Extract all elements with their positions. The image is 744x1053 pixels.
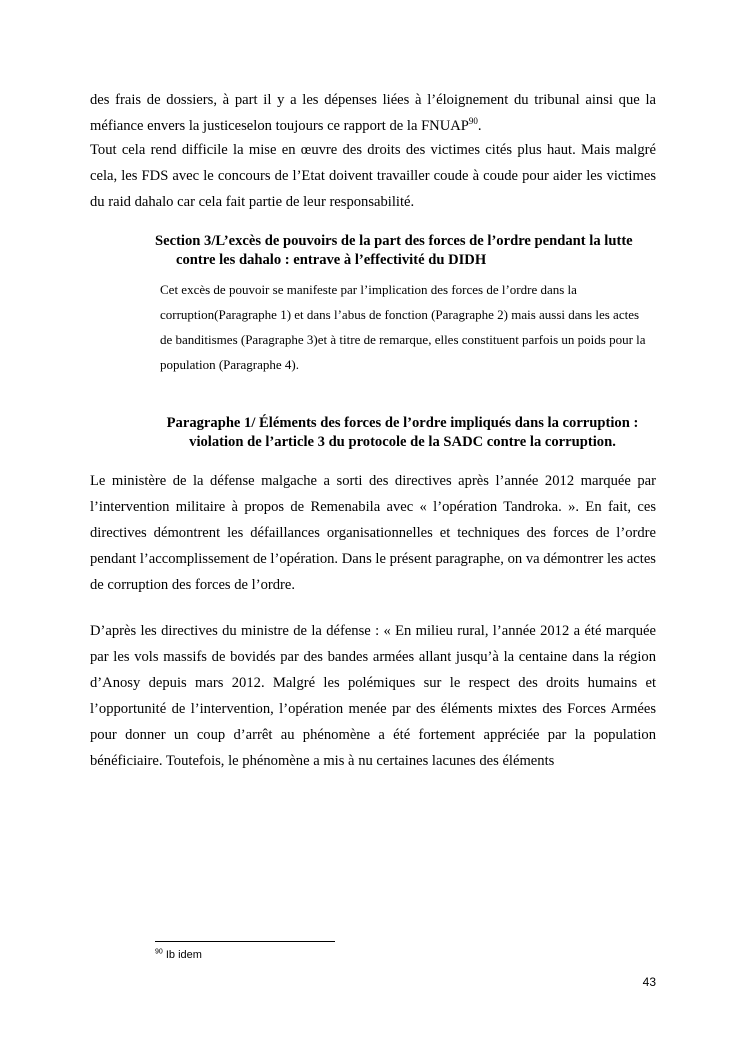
paragraph-end: . [477,118,482,134]
paragraph-frais-dossiers [90,87,656,139]
footnote-number: 90 [155,948,163,956]
paragraph-1-heading [150,414,655,452]
section-3-title-line2: contre les dahalo : entrave à l’effectivité du DIDH [176,252,487,268]
paragraph-directives-ministre: D’après les directives du ministre de la défense : « En milieu rural, l’année 2012 a été marquée par les vols massifs de bovidés par des bandes armées allant jusqu’à la centaine dans la région d’Anosy depuis mars 2012. Malgré les polémiques sur le respect des droits humains et l’opportunité de l’intervention, l’opération menée par des éléments mixtes des Forces Armées pour donner un coup d’arrêt au phénomène a été fortement appréciée par la population bénéficiaire. Toutefois, le phénomène a mis à nu certaines lacunes des éléments [90,623,656,769]
footnote-separator [155,941,335,942]
page-number: 43 [642,975,656,989]
paragraph-1-title-line2: violation de l’article 3 du protocole de la SADC contre la corruption. [189,434,616,450]
paragraph-text: des frais de dossiers, à part il y a les dépenses liées à l’éloignement du tribunal ainsi que la méfiance envers la justiceselon toujours ce rapport de la FNUAP [90,92,656,134]
paragraph-1-title-line1: Paragraphe 1/ Éléments des forces de l’ordre impliqués dans la corruption : [166,415,639,431]
footnote [155,948,202,962]
footnote-text: Ib idem [162,949,202,961]
paragraph-ministere-defense: Le ministère de la défense malgache a sorti des directives après l’année 2012 marquée par l’intervention militaire à propos de Remenabila avec « l’opération Tandroka. ». En fait, ces directives démontrent les défaillances organisationnelles et techniques des forces de l’ordre pendant l’accomplissement de l’opération. Dans le présent paragraphe, on va démontrer les actes de corruption des forces de l’ordre. [90,473,656,593]
footnote-reference[interactable]: 90 [468,116,478,127]
section-3-heading [155,232,655,270]
paragraph-fds: Tout cela rend difficile la mise en œuvre des droits des victimes cités plus haut. Mais malgré cela, les FDS avec le concours de l’Etat doivent travailler coude à coude pour aider les victimes du raid dahalo car cela fait partie de leur responsabilité. [90,142,656,210]
section-3-intro: Cet excès de pouvoir se manifeste par l’implication des forces de l’ordre dans la corruption(Paragraphe 1) et dans l’abus de fonction (Paragraphe 2) mais aussi dans les actes de banditismes (Paragraphe 3)et à titre de remarque, elles constituent parfois un poids pour la population (Paragraphe 4). [160,282,646,372]
section-3-title-line1: Section 3/L’excès de pouvoirs de la part des forces de l’ordre pendant la lutte [155,233,633,249]
